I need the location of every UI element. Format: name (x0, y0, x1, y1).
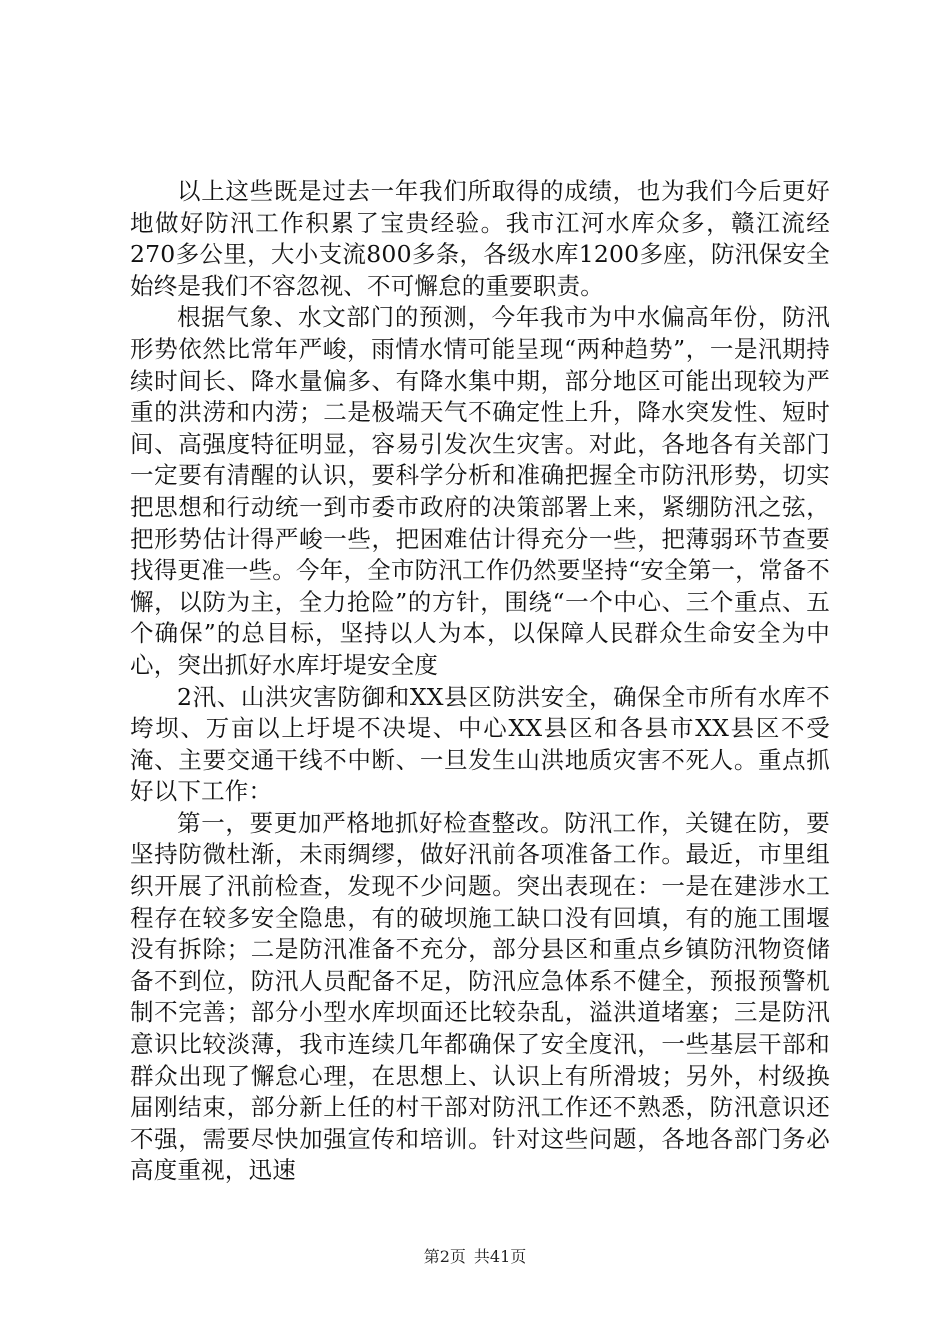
document-body (130, 176, 830, 1187)
page-total: 共41页 (473, 1247, 527, 1266)
paragraph-1: 以上这些既是过去一年我们所取得的成绩，也为我们今后更好地做好防汛工作积累了宝贵经验。我市江河水库众多，赣江流经270多公里，大小支流800多条，各级水库1200多座，防汛保安全始终是我们不容忽视、不可懈怠的重要职责。 (130, 177, 830, 300)
paragraph-2: 根据气象、水文部门的预测，今年我市为中水偏高年份，防汛形势依然比常年严峻，雨情水情可能呈现“两种趋势”，一是汛期持续时间长、降水量偏多、有降水集中期，部分地区可能出现较为严重的洪涝和内涝；二是极端天气不确定性上升，降水突发性、短时间、高强度特征明显，容易引发次生灾害。对此，各地各有关部门一定要有清醒的认识，要科学分析和准确把握全市防汛形势，切实把思想和行动统一到市委市政府的决策部署上来，紧绷防汛之弦，把形势估计得严峻一些，把困难估计得充分一些，把薄弱环节查要找得更准一些。今年，全市防汛工作仍然要坚持“安全第一，常备不懈，以防为主，全力抢险”的方针，围绕“一个中心、三个重点、五个确保”的总目标，坚持以人为本，以保障人民群众生命安全为中心，突出抓好水库圩堤安全度 (130, 303, 830, 679)
page-footer (0, 1247, 950, 1267)
page-number: 第2页 (423, 1247, 466, 1266)
paragraph-3: 2汛、山洪灾害防御和XX县区防洪安全，确保全市所有水库不垮坝、万亩以上圩堤不决堤、中心XX县区和各县市XX县区不受淹、主要交通干线不中断、一旦发生山洪地质灾害不死人。重点抓好以下工作： (130, 682, 830, 806)
paragraph-4: 第一，要更加严格地抓好检查整改。防汛工作，关键在防，要坚持防微杜渐，未雨绸缪，做好汛前各项准备工作。最近，市里组织开展了汛前检查，发现不少问题。突出表现在：一是在建涉水工程存在较多安全隐患，有的破坝施工缺口没有回填，有的施工围堰没有拆除；二是防汛准备不充分，部分县区和重点乡镇防汛物资储备不到位，防汛人员配备不足，防汛应急体系不健全，预报预警机制不完善；部分小型水库坝面还比较杂乱，溢洪道堵塞；三是防汛意识比较淡薄，我市连续几年都确保了安全度汛，一些基层干部和群众出现了懈怠心理，在思想上、认识上有所滑坡；另外，村级换届刚结束，部分新上任的村干部对防汛工作还不熟悉，防汛意识还不强，需要尽快加强宣传和培训。针对这些问题，各地各部门务必高度重视，迅速 (130, 808, 830, 1185)
